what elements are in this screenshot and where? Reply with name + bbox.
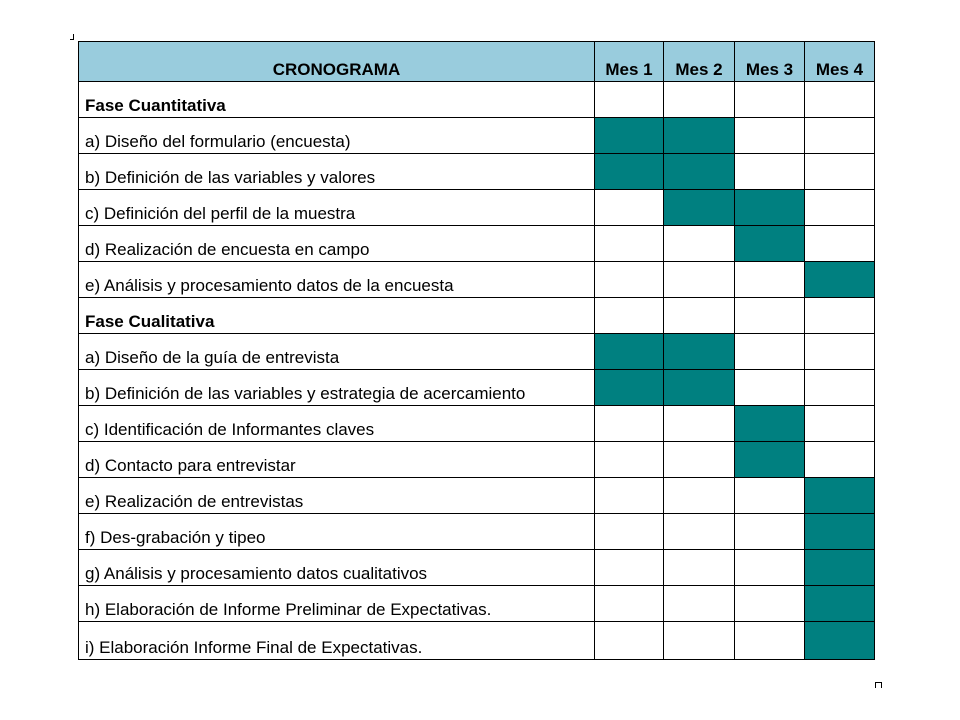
month-header-2: Mes 2 [664,42,735,82]
active-month-cell-4 [805,586,875,622]
schedule-table [78,41,875,660]
empty-month-cell-1 [595,406,664,442]
task-row [79,370,875,406]
active-month-cell-2 [664,154,735,190]
active-month-cell-4 [805,550,875,586]
empty-month-cell-1 [595,550,664,586]
task-row [79,190,875,226]
task-label: e) Realización de entrevistas [79,478,595,514]
empty-month-cell-3 [735,370,805,406]
active-month-cell-1 [595,370,664,406]
task-row [79,154,875,190]
empty-month-cell-4 [805,226,875,262]
task-row [79,586,875,622]
task-row [79,478,875,514]
task-label: b) Definición de las variables y valores [79,154,595,190]
active-month-cell-4 [805,514,875,550]
task-label: f) Des-grabación y tipeo [79,514,595,550]
active-month-cell-2 [664,190,735,226]
task-row [79,334,875,370]
empty-month-cell-4 [805,370,875,406]
empty-month-cell-3 [735,586,805,622]
schedule-body [79,82,875,660]
empty-month-cell-2 [664,262,735,298]
active-month-cell-1 [595,334,664,370]
empty-month-cell-1 [595,514,664,550]
task-label: c) Identificación de Informantes claves [79,406,595,442]
task-row [79,226,875,262]
empty-month-cell-1 [595,622,664,660]
empty-month-cell-3 [735,550,805,586]
empty-month-cell-4 [805,190,875,226]
active-month-cell-1 [595,154,664,190]
task-row [79,622,875,660]
task-label: c) Definición del perfil de la muestra [79,190,595,226]
header-row [79,42,875,82]
crop-mark-bottom-right-h [875,682,882,683]
task-label: d) Contacto para entrevistar [79,442,595,478]
phase-label: Fase Cualitativa [79,298,595,334]
task-label: e) Análisis y procesamiento datos de la encuesta [79,262,595,298]
month-header-3: Mes 3 [735,42,805,82]
phase-row [79,298,875,334]
empty-month-cell-1 [595,586,664,622]
task-label: g) Análisis y procesamiento datos cualitativos [79,550,595,586]
empty-month-cell-2 [664,82,735,118]
empty-month-cell-3 [735,262,805,298]
empty-month-cell-4 [805,298,875,334]
empty-month-cell-2 [664,514,735,550]
empty-month-cell-4 [805,406,875,442]
empty-month-cell-2 [664,550,735,586]
empty-month-cell-3 [735,298,805,334]
month-header-4: Mes 4 [805,42,875,82]
active-month-cell-3 [735,190,805,226]
empty-month-cell-1 [595,226,664,262]
active-month-cell-4 [805,262,875,298]
phase-row [79,82,875,118]
task-label: d) Realización de encuesta en campo [79,226,595,262]
empty-month-cell-3 [735,334,805,370]
empty-month-cell-1 [595,190,664,226]
empty-month-cell-2 [664,442,735,478]
empty-month-cell-3 [735,514,805,550]
task-row [79,550,875,586]
schedule-title: CRONOGRAMA [79,42,595,82]
empty-month-cell-2 [664,586,735,622]
active-month-cell-1 [595,118,664,154]
active-month-cell-2 [664,334,735,370]
task-label: h) Elaboración de Informe Preliminar de Expectativas. [79,586,595,622]
task-row [79,442,875,478]
empty-month-cell-4 [805,118,875,154]
empty-month-cell-2 [664,478,735,514]
active-month-cell-3 [735,226,805,262]
task-label: a) Diseño del formulario (encuesta) [79,118,595,154]
active-month-cell-2 [664,118,735,154]
empty-month-cell-1 [595,82,664,118]
empty-month-cell-3 [735,118,805,154]
task-label: i) Elaboración Informe Final de Expectativas. [79,622,595,660]
phase-label: Fase Cuantitativa [79,82,595,118]
empty-month-cell-1 [595,478,664,514]
empty-month-cell-4 [805,334,875,370]
empty-month-cell-3 [735,154,805,190]
empty-month-cell-2 [664,406,735,442]
empty-month-cell-3 [735,622,805,660]
task-label: b) Definición de las variables y estrategia de acercamiento [79,370,595,406]
active-month-cell-3 [735,442,805,478]
empty-month-cell-4 [805,442,875,478]
empty-month-cell-1 [595,442,664,478]
empty-month-cell-2 [664,622,735,660]
task-row [79,262,875,298]
task-row [79,406,875,442]
active-month-cell-2 [664,370,735,406]
empty-month-cell-3 [735,478,805,514]
task-row [79,118,875,154]
empty-month-cell-1 [595,262,664,298]
active-month-cell-4 [805,478,875,514]
month-header-1: Mes 1 [595,42,664,82]
empty-month-cell-1 [595,298,664,334]
empty-month-cell-2 [664,226,735,262]
empty-month-cell-3 [735,82,805,118]
task-row [79,514,875,550]
crop-mark-top-left-h [70,39,74,40]
active-month-cell-3 [735,406,805,442]
empty-month-cell-4 [805,154,875,190]
empty-month-cell-2 [664,298,735,334]
empty-month-cell-4 [805,82,875,118]
task-label: a) Diseño de la guía de entrevista [79,334,595,370]
active-month-cell-4 [805,622,875,660]
